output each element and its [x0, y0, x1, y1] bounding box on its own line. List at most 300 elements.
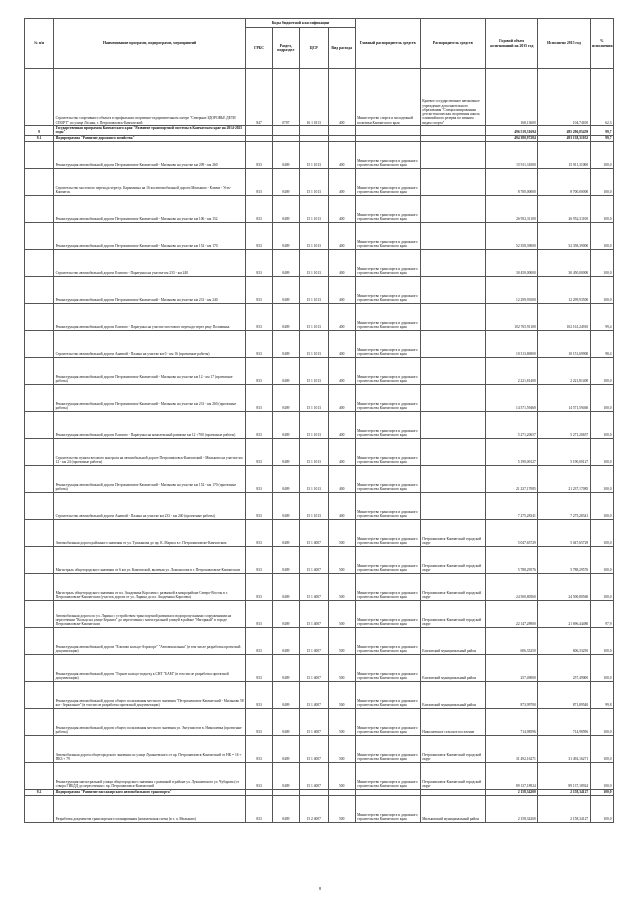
- cell-exec: 606,33250: [538, 627, 590, 654]
- cell-no: [25, 384, 54, 411]
- cell-no: [25, 168, 54, 195]
- cell-csr: 16 1 0113: [299, 69, 328, 126]
- cell-recipient: Мильковский муниципальный район: [420, 795, 485, 822]
- cell-recipient: Петропавловск-Камчатский городской округ: [420, 519, 485, 546]
- cell-rzpr: 0409: [272, 681, 299, 708]
- cell-csr: 15 1 1013: [299, 141, 328, 168]
- cell-exec: 15 911,31000: [538, 141, 590, 168]
- cell-plan: 24 500,80560: [485, 573, 537, 600]
- cell-plan: 2 158,34200: [485, 789, 537, 795]
- cell-exec: 7 275,28341: [538, 492, 590, 519]
- cell-vr: 400: [328, 69, 355, 126]
- cell-exec: 102 161,24910: [538, 303, 590, 330]
- cell-recipient: Петропавловск-Камчатский городской округ: [420, 735, 485, 762]
- cell-vr: [328, 126, 355, 136]
- cell-main-admin: Министерство транспорта и дорожного строительства Камчатского края: [355, 546, 420, 573]
- cell-main-admin: Министерство транспорта и дорожного строительства Камчатского края: [355, 168, 420, 195]
- cell-main-admin: Министерство транспорта и дорожного строительства Камчатского края: [355, 465, 420, 492]
- cell-rzpr: 0409: [272, 384, 299, 411]
- cell-main-admin: [355, 126, 420, 136]
- header-csr: ЦСР: [299, 28, 328, 69]
- cell-csr: 15 1 4007: [299, 600, 328, 627]
- cell-name: Реконструкция автомобильной дороги общего пользования местного значения "Петропавловск-Камчатский - Мильково 58 км - Зеркальное" (в том числе разработка проектной документации): [54, 681, 246, 708]
- cell-exec: 5 788,29576: [538, 546, 590, 573]
- cell-pct: 99,7: [590, 135, 613, 141]
- cell-plan: 496 519,31694: [485, 126, 537, 136]
- cell-vr: 500: [328, 681, 355, 708]
- cell-name: Реконструкция автомобильной дороги Елизово - Паратунка на комплексный развязке км 12 +700 (проектные работы): [54, 411, 246, 438]
- cell-main-admin: Министерство транспорта и дорожного строительства Камчатского края: [355, 573, 420, 600]
- cell-csr: 15 1 4007: [299, 519, 328, 546]
- cell-exec: 2 221,81400: [538, 357, 590, 384]
- cell-pct: 100,0: [590, 735, 613, 762]
- cell-rzpr: 0409: [272, 708, 299, 735]
- cell-plan: 52 358,39000: [485, 222, 537, 249]
- cell-main-admin: Министерство транспорта и дорожного строительства Камчатского края: [355, 762, 420, 789]
- cell-no: [25, 249, 54, 276]
- cell-pct: 99,4: [590, 303, 613, 330]
- cell-no: [25, 276, 54, 303]
- cell-no: [25, 195, 54, 222]
- cell-vr: 500: [328, 546, 355, 573]
- cell-plan: 5 271,20657: [485, 411, 537, 438]
- cell-plan: 5 788,29576: [485, 546, 537, 573]
- cell-rzpr: 0409: [272, 249, 299, 276]
- cell-csr: 15 1 4007: [299, 627, 328, 654]
- cell-plan: 2 158,34200: [485, 795, 537, 822]
- table-row: [25, 330, 614, 357]
- cell-pct: 100,0: [590, 195, 613, 222]
- cell-vr: 500: [328, 708, 355, 735]
- cell-no: 9: [25, 126, 54, 136]
- cell-grbs: 833: [246, 384, 273, 411]
- cell-pct: 100,0: [590, 795, 613, 822]
- header-main-admin: Главный распорядитель средств: [355, 19, 420, 69]
- cell-main-admin: Министерство транспорта и дорожного строительства Камчатского края: [355, 276, 420, 303]
- header-pct: % исполнения: [590, 19, 613, 69]
- cell-main-admin: Министерство транспорта и дорожного строительства Камчатского края: [355, 735, 420, 762]
- header-recipient: Распорядитель средств: [420, 19, 485, 69]
- cell-main-admin: Министерство транспорта и дорожного строительства Камчатского края: [355, 681, 420, 708]
- cell-grbs: 833: [246, 141, 273, 168]
- cell-csr: [299, 126, 328, 136]
- cell-csr: 15 1 4007: [299, 546, 328, 573]
- cell-exec: 26 952,31100: [538, 195, 590, 222]
- cell-no: [25, 69, 54, 126]
- cell-pct: 98,4: [590, 330, 613, 357]
- cell-exec: 5 190,00127: [538, 438, 590, 465]
- cell-rzpr: 0409: [272, 330, 299, 357]
- table-row: [25, 411, 614, 438]
- cell-name: Реконструкция автомобильной дороги общего пользования местного значения ул. Энтузиастов в. Николаевка (проектные работы): [54, 708, 246, 735]
- header-kbk-group: Коды бюджетной классификации: [246, 19, 355, 28]
- cell-grbs: 833: [246, 762, 273, 789]
- cell-grbs: 833: [246, 735, 273, 762]
- cell-pct: 99,7: [590, 126, 613, 136]
- cell-recipient: [420, 141, 485, 168]
- cell-name: Реконструкция автомобильной дороги Петропавловск-Камчатский - Мильково на участке км 152 - км 170 (проектные работы): [54, 465, 246, 492]
- cell-main-admin: Министерство транспорта и дорожного строительства Камчатского края: [355, 438, 420, 465]
- cell-recipient: [420, 357, 485, 384]
- cell-pct: 100,0: [590, 627, 613, 654]
- cell-csr: 15 1 4007: [299, 762, 328, 789]
- cell-main-admin: Министерство транспорта и дорожного строительства Камчатского края: [355, 708, 420, 735]
- cell-plan: 12 299,93500: [485, 276, 537, 303]
- cell-grbs: [246, 126, 273, 136]
- cell-grbs: 833: [246, 411, 273, 438]
- cell-csr: 15 1 1013: [299, 168, 328, 195]
- cell-main-admin: Министерство транспорта и дорожного строительства Камчатского края: [355, 141, 420, 168]
- cell-plan: 168,13600: [485, 69, 537, 126]
- cell-vr: 400: [328, 168, 355, 195]
- cell-csr: 15 1 4007: [299, 735, 328, 762]
- cell-pct: 100,0: [590, 708, 613, 735]
- cell-exec: 21 237,17085: [538, 465, 590, 492]
- cell-pct: 100,0: [590, 384, 613, 411]
- table-header: [25, 19, 614, 69]
- cell-plan: 26 952,31100: [485, 195, 537, 222]
- cell-grbs: 833: [246, 654, 273, 681]
- table-row: [25, 249, 614, 276]
- cell-vr: 400: [328, 465, 355, 492]
- cell-name: Подпрограмма "Развитие пассажирского автомобильного транспорта": [54, 789, 246, 795]
- cell-plan: 15 911,31000: [485, 141, 537, 168]
- cell-rzpr: 0409: [272, 276, 299, 303]
- cell-plan: 8 700,00000: [485, 168, 537, 195]
- cell-rzpr: 0409: [272, 303, 299, 330]
- table-row: [25, 492, 614, 519]
- cell-vr: 500: [328, 573, 355, 600]
- cell-exec: 8 700,00000: [538, 168, 590, 195]
- cell-grbs: 833: [246, 195, 273, 222]
- cell-no: [25, 519, 54, 546]
- cell-csr: 15 1 1013: [299, 384, 328, 411]
- cell-csr: 15 1 1013: [299, 492, 328, 519]
- cell-no: [25, 141, 54, 168]
- cell-no: [25, 438, 54, 465]
- cell-plan: 31 492,16271: [485, 735, 537, 762]
- cell-rzpr: 0409: [272, 411, 299, 438]
- cell-main-admin: Министерство транспорта и дорожного строительства Камчатского края: [355, 195, 420, 222]
- cell-main-admin: Министерство транспорта и дорожного строительства Камчатского края: [355, 330, 420, 357]
- cell-csr: 15 1 1013: [299, 276, 328, 303]
- cell-main-admin: Министерство транспорта и дорожного строительства Камчатского края: [355, 384, 420, 411]
- section-row: [25, 126, 614, 136]
- cell-csr: 15 1 1013: [299, 438, 328, 465]
- cell-no: [25, 627, 54, 654]
- cell-main-admin: Министерство транспорта и дорожного строительства Камчатского края: [355, 519, 420, 546]
- cell-csr: 15 1 1013: [299, 465, 328, 492]
- cell-no: [25, 357, 54, 384]
- cell-pct: 62,3: [590, 69, 613, 126]
- cell-grbs: 833: [246, 708, 273, 735]
- table-row: [25, 276, 614, 303]
- cell-csr: 15 1 4007: [299, 654, 328, 681]
- cell-vr: 500: [328, 627, 355, 654]
- cell-grbs: 833: [246, 303, 273, 330]
- cell-pct: 100,0: [590, 411, 613, 438]
- table-row: [25, 654, 614, 681]
- cell-pct: 100,0: [590, 546, 613, 573]
- cell-recipient: [420, 411, 485, 438]
- cell-name: Строительство мостового перехода через р. Карымчина на 16 км автомобильной дороги Мильково - Ключи - Усть-Камчатск: [54, 168, 246, 195]
- cell-pct: 100,0: [590, 357, 613, 384]
- cell-main-admin: Министерство транспорта и дорожного строительства Камчатского края: [355, 600, 420, 627]
- cell-exec: 31 492,16271: [538, 735, 590, 762]
- cell-no: [25, 735, 54, 762]
- cell-vr: 500: [328, 735, 355, 762]
- cell-main-admin: Министерство транспорта и дорожного строительства Камчатского края: [355, 795, 420, 822]
- cell-name: Подпрограмма "Развитие дорожного хозяйства": [54, 135, 246, 141]
- cell-rzpr: 0409: [272, 492, 299, 519]
- cell-main-admin: Министерство спорта и молодежной политики Камчатского края: [355, 69, 420, 126]
- table-row: [25, 384, 614, 411]
- cell-exec: 21 696,44480: [538, 600, 590, 627]
- cell-exec: 12 299,93500: [538, 276, 590, 303]
- cell-no: [25, 795, 54, 822]
- cell-grbs: 833: [246, 249, 273, 276]
- cell-name: Государственная программа Камчатского края "Развитие транспортной системы в Камчатском крае на 2014-2025 годы": [54, 126, 246, 136]
- cell-recipient: Петропавловск-Камчатский городской округ: [420, 600, 485, 627]
- cell-grbs: 833: [246, 276, 273, 303]
- cell-pct: 100,0: [590, 438, 613, 465]
- cell-no: [25, 546, 54, 573]
- cell-grbs: 833: [246, 222, 273, 249]
- cell-recipient: [420, 303, 485, 330]
- cell-vr: 400: [328, 330, 355, 357]
- cell-rzpr: 0409: [272, 762, 299, 789]
- budget-execution-table: [24, 18, 614, 823]
- cell-plan: 494 380,97284: [485, 135, 537, 141]
- cell-no: [25, 762, 54, 789]
- cell-no: [25, 465, 54, 492]
- cell-pct: 99,8: [590, 681, 613, 708]
- cell-pct: 100,0: [590, 654, 613, 681]
- cell-no: [25, 573, 54, 600]
- cell-exec: 2 158,34127: [538, 789, 590, 795]
- cell-no: [25, 708, 54, 735]
- header-exec: Исполнено 2015 год: [538, 19, 590, 69]
- cell-csr: 15 1 1013: [299, 330, 328, 357]
- cell-name: Магистраль общегородского значения от 6 км ул. Камчатской, включая ул. Ломоносова в г. Петропавловске-Камчатском: [54, 546, 246, 573]
- page-number: 8: [318, 886, 322, 891]
- cell-grbs: 833: [246, 573, 273, 600]
- cell-exec: 5 271,20657: [538, 411, 590, 438]
- header-vr: Вид расхода: [328, 28, 355, 69]
- cell-vr: 400: [328, 276, 355, 303]
- cell-rzpr: 0409: [272, 519, 299, 546]
- cell-rzpr: 0409: [272, 573, 299, 600]
- cell-exec: 714,98596: [538, 708, 590, 735]
- table-row: [25, 303, 614, 330]
- cell-name: Реконструкция автомобильной дороги Петропавловск-Камчатский - Мильково на участке км 12 - км 17 (проектные работы): [54, 357, 246, 384]
- cell-rzpr: 0409: [272, 546, 299, 573]
- cell-pct: 100,0: [590, 573, 613, 600]
- cell-exec: 14 571,59460: [538, 384, 590, 411]
- table-row: [25, 222, 614, 249]
- header-rzpr: Раздел, подраздел: [272, 28, 299, 69]
- cell-exec: 104,74100: [538, 69, 590, 126]
- cell-no: 9.1: [25, 135, 54, 141]
- cell-plan: 5 190,00127: [485, 438, 537, 465]
- cell-vr: 400: [328, 249, 355, 276]
- cell-plan: 257,49000: [485, 654, 537, 681]
- cell-plan: 21 237,17085: [485, 465, 537, 492]
- cell-recipient: [420, 276, 485, 303]
- cell-recipient: [420, 492, 485, 519]
- cell-plan: 89 137,18924: [485, 762, 537, 789]
- cell-pct: 100,0: [590, 168, 613, 195]
- cell-name: Реконструкция автомобильной дороги Петропавловск-Камчатский - Мильково на участке км 231 - км 260 (проектные работы): [54, 384, 246, 411]
- cell-pct: 100,0: [590, 762, 613, 789]
- cell-csr: 15 1 4007: [299, 573, 328, 600]
- table-row: [25, 168, 614, 195]
- cell-recipient: [420, 330, 485, 357]
- cell-no: [25, 681, 54, 708]
- cell-recipient: [420, 126, 485, 136]
- table-row: [25, 546, 614, 573]
- cell-no: [25, 303, 54, 330]
- cell-no: [25, 492, 54, 519]
- table-row: [25, 627, 614, 654]
- header-name: Наименование программ, подпрограмм, мероприятий: [54, 19, 246, 69]
- cell-pct: 97,9: [590, 600, 613, 627]
- cell-csr: 15 1 1013: [299, 222, 328, 249]
- cell-vr: 400: [328, 438, 355, 465]
- cell-grbs: 833: [246, 330, 273, 357]
- cell-name: Реконструкция автомобильной дороги "Елизово кольцо-Аэропорт" "Автовокзальная" (в том числе разработка проектной документации): [54, 627, 246, 654]
- cell-plan: 873,99700: [485, 681, 537, 708]
- table-row: [25, 573, 614, 600]
- cell-pct: 100,0: [590, 141, 613, 168]
- cell-vr: 500: [328, 762, 355, 789]
- cell-recipient: [420, 438, 485, 465]
- cell-csr: 15 1 1013: [299, 195, 328, 222]
- cell-name: Разработка документов транспортного планирования (комплексная схема (в т. ч. Мильково): [54, 795, 246, 822]
- cell-plan: 2 221,81400: [485, 357, 537, 384]
- cell-recipient: [420, 168, 485, 195]
- cell-recipient: Николаевское сельское поселение: [420, 708, 485, 735]
- cell-vr: 400: [328, 303, 355, 330]
- cell-vr: 400: [328, 195, 355, 222]
- cell-recipient: Елизовский муниципальный район: [420, 654, 485, 681]
- cell-main-admin: Министерство транспорта и дорожного строительства Камчатского края: [355, 492, 420, 519]
- header-grbs: ГРБС: [246, 28, 273, 69]
- cell-no: [25, 654, 54, 681]
- cell-plan: 22 147,28900: [485, 600, 537, 627]
- cell-main-admin: Министерство транспорта и дорожного строительства Камчатского края: [355, 222, 420, 249]
- table-row: [25, 762, 614, 789]
- cell-exec: 52 358,39000: [538, 222, 590, 249]
- cell-name: Строительство спортивного объекта в профильном спортивно-оздоровительном лагере "Северные ЗДОРОВЬЕ ДЕТИ СПОРТ" по улице Лесная, г. Петропавловск-Камчатский: [54, 69, 246, 126]
- cell-main-admin: Министерство транспорта и дорожного строительства Камчатского края: [355, 249, 420, 276]
- cell-name: Автомобильная дорога общегородского значения по улице Лукашевского от пр. Петропавловск-Камчатский от НК = 16 + ПКЗ + 79: [54, 735, 246, 762]
- cell-no: [25, 600, 54, 627]
- cell-plan: 7 275,28341: [485, 492, 537, 519]
- cell-exec: 5 047,65729: [538, 519, 590, 546]
- table-row: [25, 681, 614, 708]
- cell-grbs: 833: [246, 519, 273, 546]
- cell-rzpr: 0409: [272, 735, 299, 762]
- cell-pct: 100,0: [590, 492, 613, 519]
- cell-name: Автомобильная дорога районного значения от ул. Тушканова до пр. К. Маркса в г. Петропавловске-Камчатском: [54, 519, 246, 546]
- cell-grbs: 833: [246, 438, 273, 465]
- cell-grbs: 833: [246, 627, 273, 654]
- cell-pct: 100,0: [590, 519, 613, 546]
- cell-grbs: 847: [246, 69, 273, 126]
- table-row: [25, 465, 614, 492]
- cell-pct: 100,0: [590, 465, 613, 492]
- cell-rzpr: 0409: [272, 141, 299, 168]
- cell-exec: 30 450,00000: [538, 249, 590, 276]
- cell-recipient: Краевое государственное автономное учреждение дополнительного образования "Специализированная детско-юношеская спортивная школа олимпийского резерва по зимним видам спорта": [420, 69, 485, 126]
- cell-main-admin: Министерство транспорта и дорожного строительства Камчатского края: [355, 357, 420, 384]
- table-row: [25, 600, 614, 627]
- table-row: [25, 735, 614, 762]
- cell-pct: 100,0: [590, 249, 613, 276]
- cell-rzpr: 0707: [272, 69, 299, 126]
- cell-csr: 15 1 1013: [299, 411, 328, 438]
- table-row: [25, 195, 614, 222]
- cell-main-admin: Министерство транспорта и дорожного строительства Камчатского края: [355, 303, 420, 330]
- cell-grbs: 833: [246, 465, 273, 492]
- table-row: [25, 795, 614, 822]
- cell-vr: 400: [328, 141, 355, 168]
- cell-vr: 400: [328, 492, 355, 519]
- table-row: [25, 519, 614, 546]
- cell-grbs: 833: [246, 546, 273, 573]
- table-row: [25, 357, 614, 384]
- cell-pct: 100,0: [590, 222, 613, 249]
- cell-name: Реконструкция автомобильной дороги "Горное кольцо-подъезд к СНТ "БАМ" (в том числе разработка проектной документации): [54, 654, 246, 681]
- header-no: № п/п: [25, 19, 54, 69]
- table-row: [25, 69, 614, 126]
- cell-rzpr: 0409: [272, 654, 299, 681]
- cell-exec: 871,89540: [538, 681, 590, 708]
- cell-vr: 500: [328, 519, 355, 546]
- cell-plan: 5 047,65729: [485, 519, 537, 546]
- cell-grbs: 833: [246, 681, 273, 708]
- cell-recipient: [420, 465, 485, 492]
- cell-rzpr: 0409: [272, 222, 299, 249]
- cell-grbs: 833: [246, 357, 273, 384]
- cell-vr: 500: [328, 654, 355, 681]
- cell-exec: 495 296,85459: [538, 126, 590, 136]
- cell-name: Строительство пункта весового контроля на автомобильной дороге Петропавловск-Камчатский - Мильково на участке км 12 - км 24 (проектные работы): [54, 438, 246, 465]
- cell-recipient: Елизовский муниципальный район: [420, 627, 485, 654]
- cell-exec: 89 137,18924: [538, 762, 590, 789]
- cell-main-admin: Министерство транспорта и дорожного строительства Камчатского края: [355, 627, 420, 654]
- cell-rzpr: 0409: [272, 438, 299, 465]
- cell-no: [25, 330, 54, 357]
- cell-name: Реконструкция автомобильной дороги Петропавловск-Камчатский - Мильково на участке км 209 - км 260: [54, 141, 246, 168]
- cell-vr: 400: [328, 384, 355, 411]
- cell-vr: 400: [328, 411, 355, 438]
- cell-pct: 100,0: [590, 276, 613, 303]
- cell-vr: 500: [328, 600, 355, 627]
- cell-name: Реконструкция автомобильной дороги Петропавловск-Камчатский - Мильково на участке км 152 - км 170: [54, 222, 246, 249]
- cell-rzpr: 0409: [272, 465, 299, 492]
- cell-name: Автомобильная дорога по ул. Ларина с устройством транспортной развязки и водопропускными сооружениями на пересечении "Кольцо на улице Беринга" до пересечения с магистральной улицей в районе "Нагорный" в городе Петропавловске-Камчатском: [54, 600, 246, 627]
- cell-recipient: [420, 222, 485, 249]
- cell-exec: 24 500,80560: [538, 573, 590, 600]
- cell-vr: 400: [328, 222, 355, 249]
- cell-name: Реконструкция автомобильной дороги Петропавловск-Камчатский - Мильково на участке км 231 - км 240: [54, 276, 246, 303]
- cell-exec: 2 158,34127: [538, 795, 590, 822]
- cell-recipient: Елизовский муниципальный район: [420, 681, 485, 708]
- header-plan: Годовой объем ассигнований на 2015 год: [485, 19, 537, 69]
- cell-grbs: 833: [246, 795, 273, 822]
